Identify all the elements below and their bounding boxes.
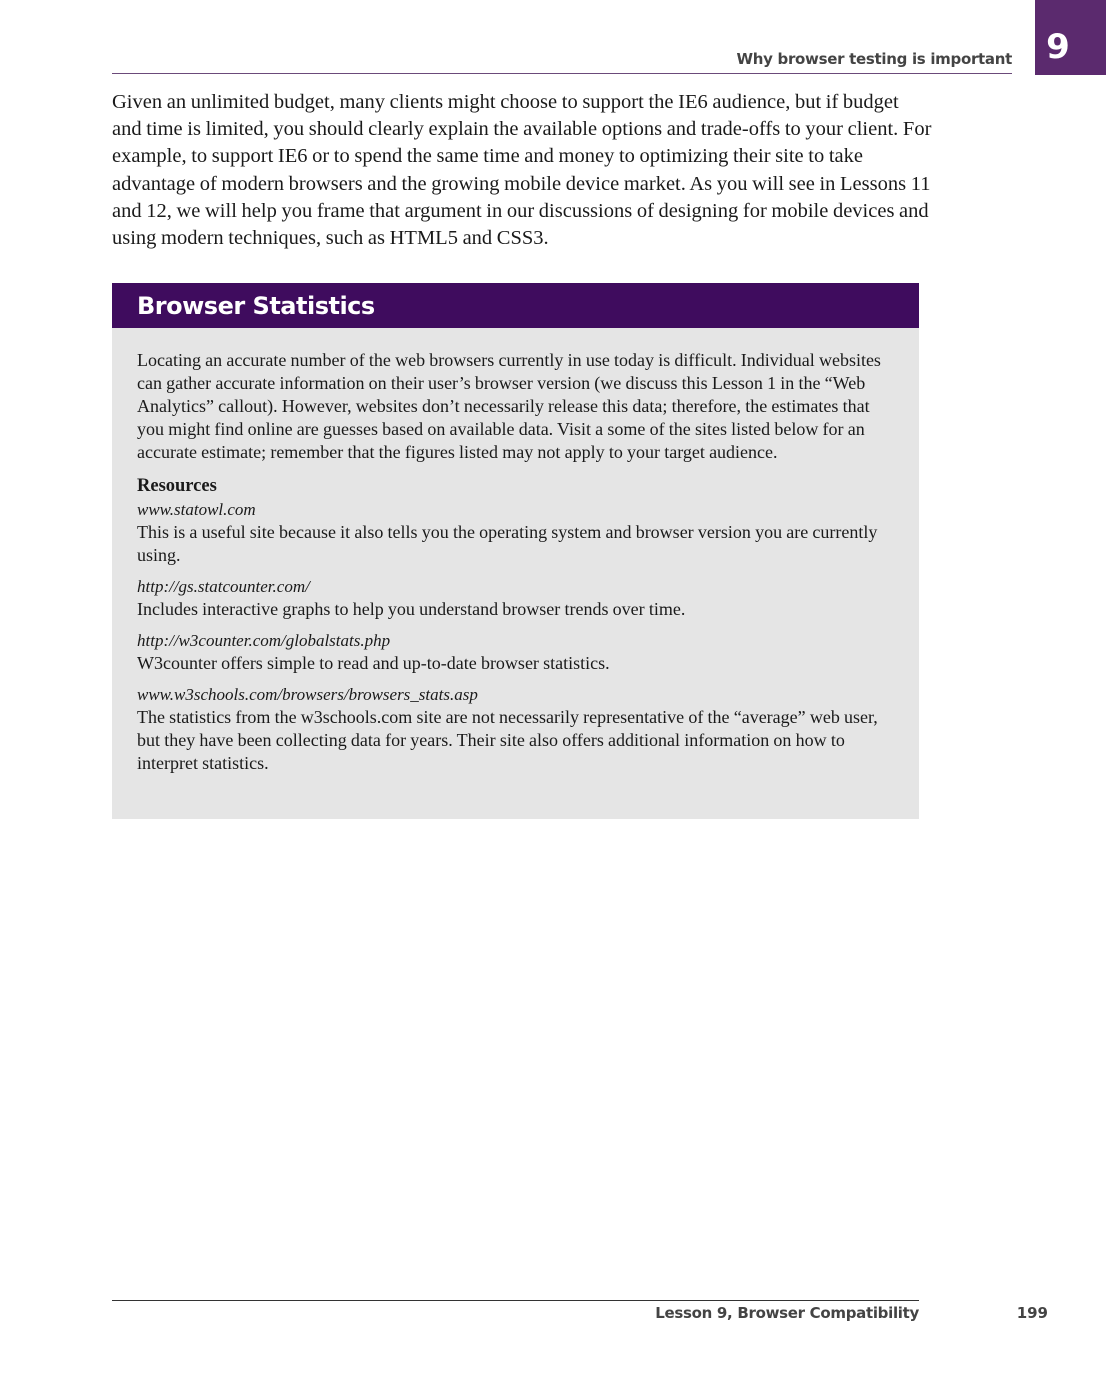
header-divider bbox=[112, 73, 1012, 74]
resource-link[interactable]: www.w3schools.com/browsers/browsers_stats.asp bbox=[137, 685, 478, 704]
footer-divider bbox=[112, 1300, 919, 1301]
resource-link[interactable]: www.statowl.com bbox=[137, 500, 256, 519]
resource-description: W3counter offers simple to read and up-to-date browser statistics. bbox=[137, 653, 610, 673]
resource-item bbox=[137, 629, 894, 675]
footer-lesson-title: Lesson 9, Browser Compatibility bbox=[655, 1304, 919, 1322]
callout-title: Browser Statistics bbox=[112, 283, 919, 328]
callout-body-text: Locating an accurate number of the web browsers currently in use today is difficult. Individual websites can gather accurate information on their user’s browser version (we discuss this Lesson 1 in the “Web Analytics” callout). However, websites don’t necessarily release this data; therefore, the estimates that you might find online are guesses based on available data. Visit a some of the sites listed below for an accurate estimate; remember that the figures listed may not apply to your target audience. bbox=[137, 350, 881, 462]
resource-item bbox=[137, 575, 894, 621]
resource-description: This is a useful site because it also tells you the operating system and browser version you are currently using. bbox=[137, 522, 878, 565]
resource-link[interactable]: http://gs.statcounter.com/ bbox=[137, 577, 310, 596]
resource-link[interactable]: http://w3counter.com/globalstats.php bbox=[137, 631, 391, 650]
intro-paragraph: Given an unlimited budget, many clients might choose to support the IE6 audience, but if budget and time is limited, you should clearly explain the available options and trade-offs to your client. For example, to support IE6 or to spend the same time and money to optimizing their site to take advantage of modern browsers and the growing mobile device market. As you will see in Lessons 11 and 12, we will help you frame that argument in our discussions of designing for mobile devices and using modern techniques, such as HTML5 and CSS3. bbox=[112, 91, 932, 250]
resources-heading: Resources bbox=[137, 476, 217, 496]
resource-item bbox=[137, 498, 894, 567]
resource-description: Includes interactive graphs to help you understand browser trends over time. bbox=[137, 599, 686, 619]
page-number: 199 bbox=[1016, 1304, 1048, 1322]
resource-description: The statistics from the w3schools.com site are not necessarily representative of the “average” web user, but they have been collecting data for years. Their site also offers additional information on how to interpret statistics. bbox=[137, 707, 878, 773]
callout-box bbox=[112, 328, 919, 819]
chapter-number-tab: 9 bbox=[1035, 0, 1106, 75]
running-header-title: Why browser testing is important bbox=[736, 50, 1012, 68]
resource-item bbox=[137, 683, 894, 775]
